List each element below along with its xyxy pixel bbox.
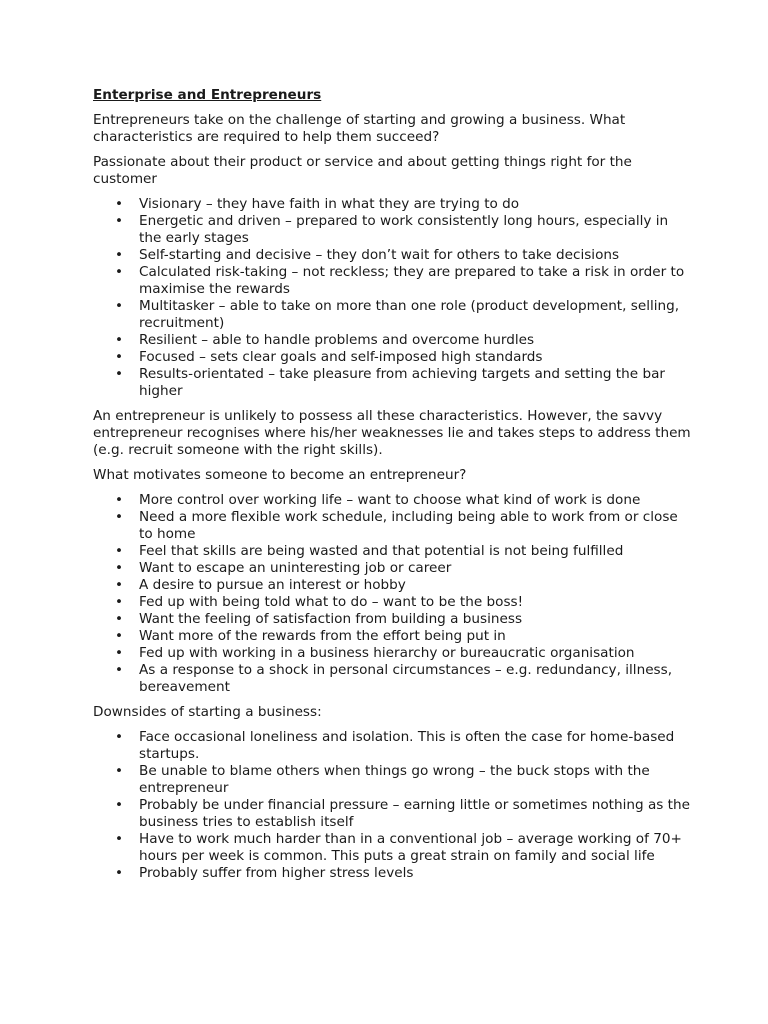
bullet-icon: • xyxy=(115,831,124,847)
bullet-icon: • xyxy=(115,298,124,314)
downsides-heading: Downsides of starting a business: xyxy=(93,704,322,720)
bullet-icon: • xyxy=(115,594,124,610)
list-item xyxy=(93,594,693,611)
list-item xyxy=(93,865,693,882)
document-page xyxy=(93,87,693,890)
list-item xyxy=(93,332,693,349)
list-item-text: Probably be under financial pressure – earning little or sometimes nothing as the business tries to establish itself xyxy=(139,797,690,830)
bullet-icon: • xyxy=(115,332,124,348)
list-item-text: Results-orientated – take pleasure from achieving targets and setting the bar higher xyxy=(139,366,665,399)
bullet-icon: • xyxy=(115,349,124,365)
list-item-text: As a response to a shock in personal circumstances – e.g. redundancy, illness, bereavement xyxy=(139,662,673,695)
bullet-icon: • xyxy=(115,264,124,280)
list-item-text: More control over working life – want to choose what kind of work is done xyxy=(139,492,641,508)
list-item xyxy=(93,662,693,696)
bullet-icon: • xyxy=(115,577,124,593)
list-item-text: Multitasker – able to take on more than one role (product development, selling, recruitment) xyxy=(139,298,680,331)
list-item xyxy=(93,213,693,247)
savvy-paragraph: An entrepreneur is unlikely to possess all these characteristics. However, the savvy entrepreneur recognises where his/her weaknesses lie and takes steps to address them (e.g. recruit someone with the right skills). xyxy=(93,408,691,458)
list-item-text: Probably suffer from higher stress levels xyxy=(139,865,414,881)
bullet-icon: • xyxy=(115,865,124,881)
bullet-icon: • xyxy=(115,645,124,661)
list-item xyxy=(93,560,693,577)
list-item-text: Fed up with being told what to do – want to be the boss! xyxy=(139,594,524,610)
list-item xyxy=(93,831,693,865)
list-item xyxy=(93,366,693,400)
list-item xyxy=(93,645,693,662)
downsides-list xyxy=(93,729,693,882)
list-item-text: Feel that skills are being wasted and that potential is not being fulfilled xyxy=(139,543,624,559)
bullet-icon: • xyxy=(115,213,124,229)
list-item xyxy=(93,577,693,594)
bullet-icon: • xyxy=(115,628,124,644)
list-item-text: Visionary – they have faith in what they are trying to do xyxy=(139,196,520,212)
list-item xyxy=(93,247,693,264)
bullet-icon: • xyxy=(115,729,124,745)
bullet-icon: • xyxy=(115,196,124,212)
list-item xyxy=(93,763,693,797)
list-item xyxy=(93,611,693,628)
list-item-text: Want to escape an uninteresting job or career xyxy=(139,560,452,576)
bullet-icon: • xyxy=(115,492,124,508)
list-item-text: Calculated risk-taking – not reckless; they are prepared to take a risk in order to maximise the rewards xyxy=(139,264,685,297)
list-item xyxy=(93,492,693,509)
list-item-text: Face occasional loneliness and isolation. This is often the case for home-based startups. xyxy=(139,729,675,762)
list-item xyxy=(93,797,693,831)
list-item-text: Focused – sets clear goals and self-imposed high standards xyxy=(139,349,543,365)
motivates-heading: What motivates someone to become an entrepreneur? xyxy=(93,467,467,483)
bullet-icon: • xyxy=(115,763,124,779)
list-item-text: Want more of the rewards from the effort being put in xyxy=(139,628,506,644)
passion-paragraph: Passionate about their product or service and about getting things right for the customer xyxy=(93,154,632,187)
list-item xyxy=(93,509,693,543)
list-item xyxy=(93,264,693,298)
bullet-icon: • xyxy=(115,611,124,627)
bullet-icon: • xyxy=(115,509,124,525)
list-item-text: A desire to pursue an interest or hobby xyxy=(139,577,406,593)
list-item-text: Self-starting and decisive – they don’t wait for others to take decisions xyxy=(139,247,620,263)
bullet-icon: • xyxy=(115,662,124,678)
list-item xyxy=(93,349,693,366)
bullet-icon: • xyxy=(115,797,124,813)
list-item xyxy=(93,298,693,332)
list-item xyxy=(93,628,693,645)
intro-paragraph: Entrepreneurs take on the challenge of starting and growing a business. What characteristics are required to help them succeed? xyxy=(93,112,626,145)
document-title: Enterprise and Entrepreneurs xyxy=(93,87,322,103)
list-item xyxy=(93,543,693,560)
list-item-text: Energetic and driven – prepared to work consistently long hours, especially in the early stages xyxy=(139,213,669,246)
characteristics-list xyxy=(93,196,693,400)
bullet-icon: • xyxy=(115,560,124,576)
list-item xyxy=(93,729,693,763)
list-item-text: Have to work much harder than in a conventional job – average working of 70+ hours per week is common. This puts a great strain on family and social life xyxy=(139,831,682,864)
list-item-text: Need a more flexible work schedule, including being able to work from or close to home xyxy=(139,509,678,542)
list-item-text: Fed up with working in a business hierarchy or bureaucratic organisation xyxy=(139,645,635,661)
list-item-text: Be unable to blame others when things go wrong – the buck stops with the entrepreneur xyxy=(139,763,650,796)
list-item-text: Want the feeling of satisfaction from building a business xyxy=(139,611,523,627)
bullet-icon: • xyxy=(115,366,124,382)
list-item-text: Resilient – able to handle problems and overcome hurdles xyxy=(139,332,535,348)
list-item xyxy=(93,196,693,213)
bullet-icon: • xyxy=(115,247,124,263)
motivations-list xyxy=(93,492,693,696)
bullet-icon: • xyxy=(115,543,124,559)
